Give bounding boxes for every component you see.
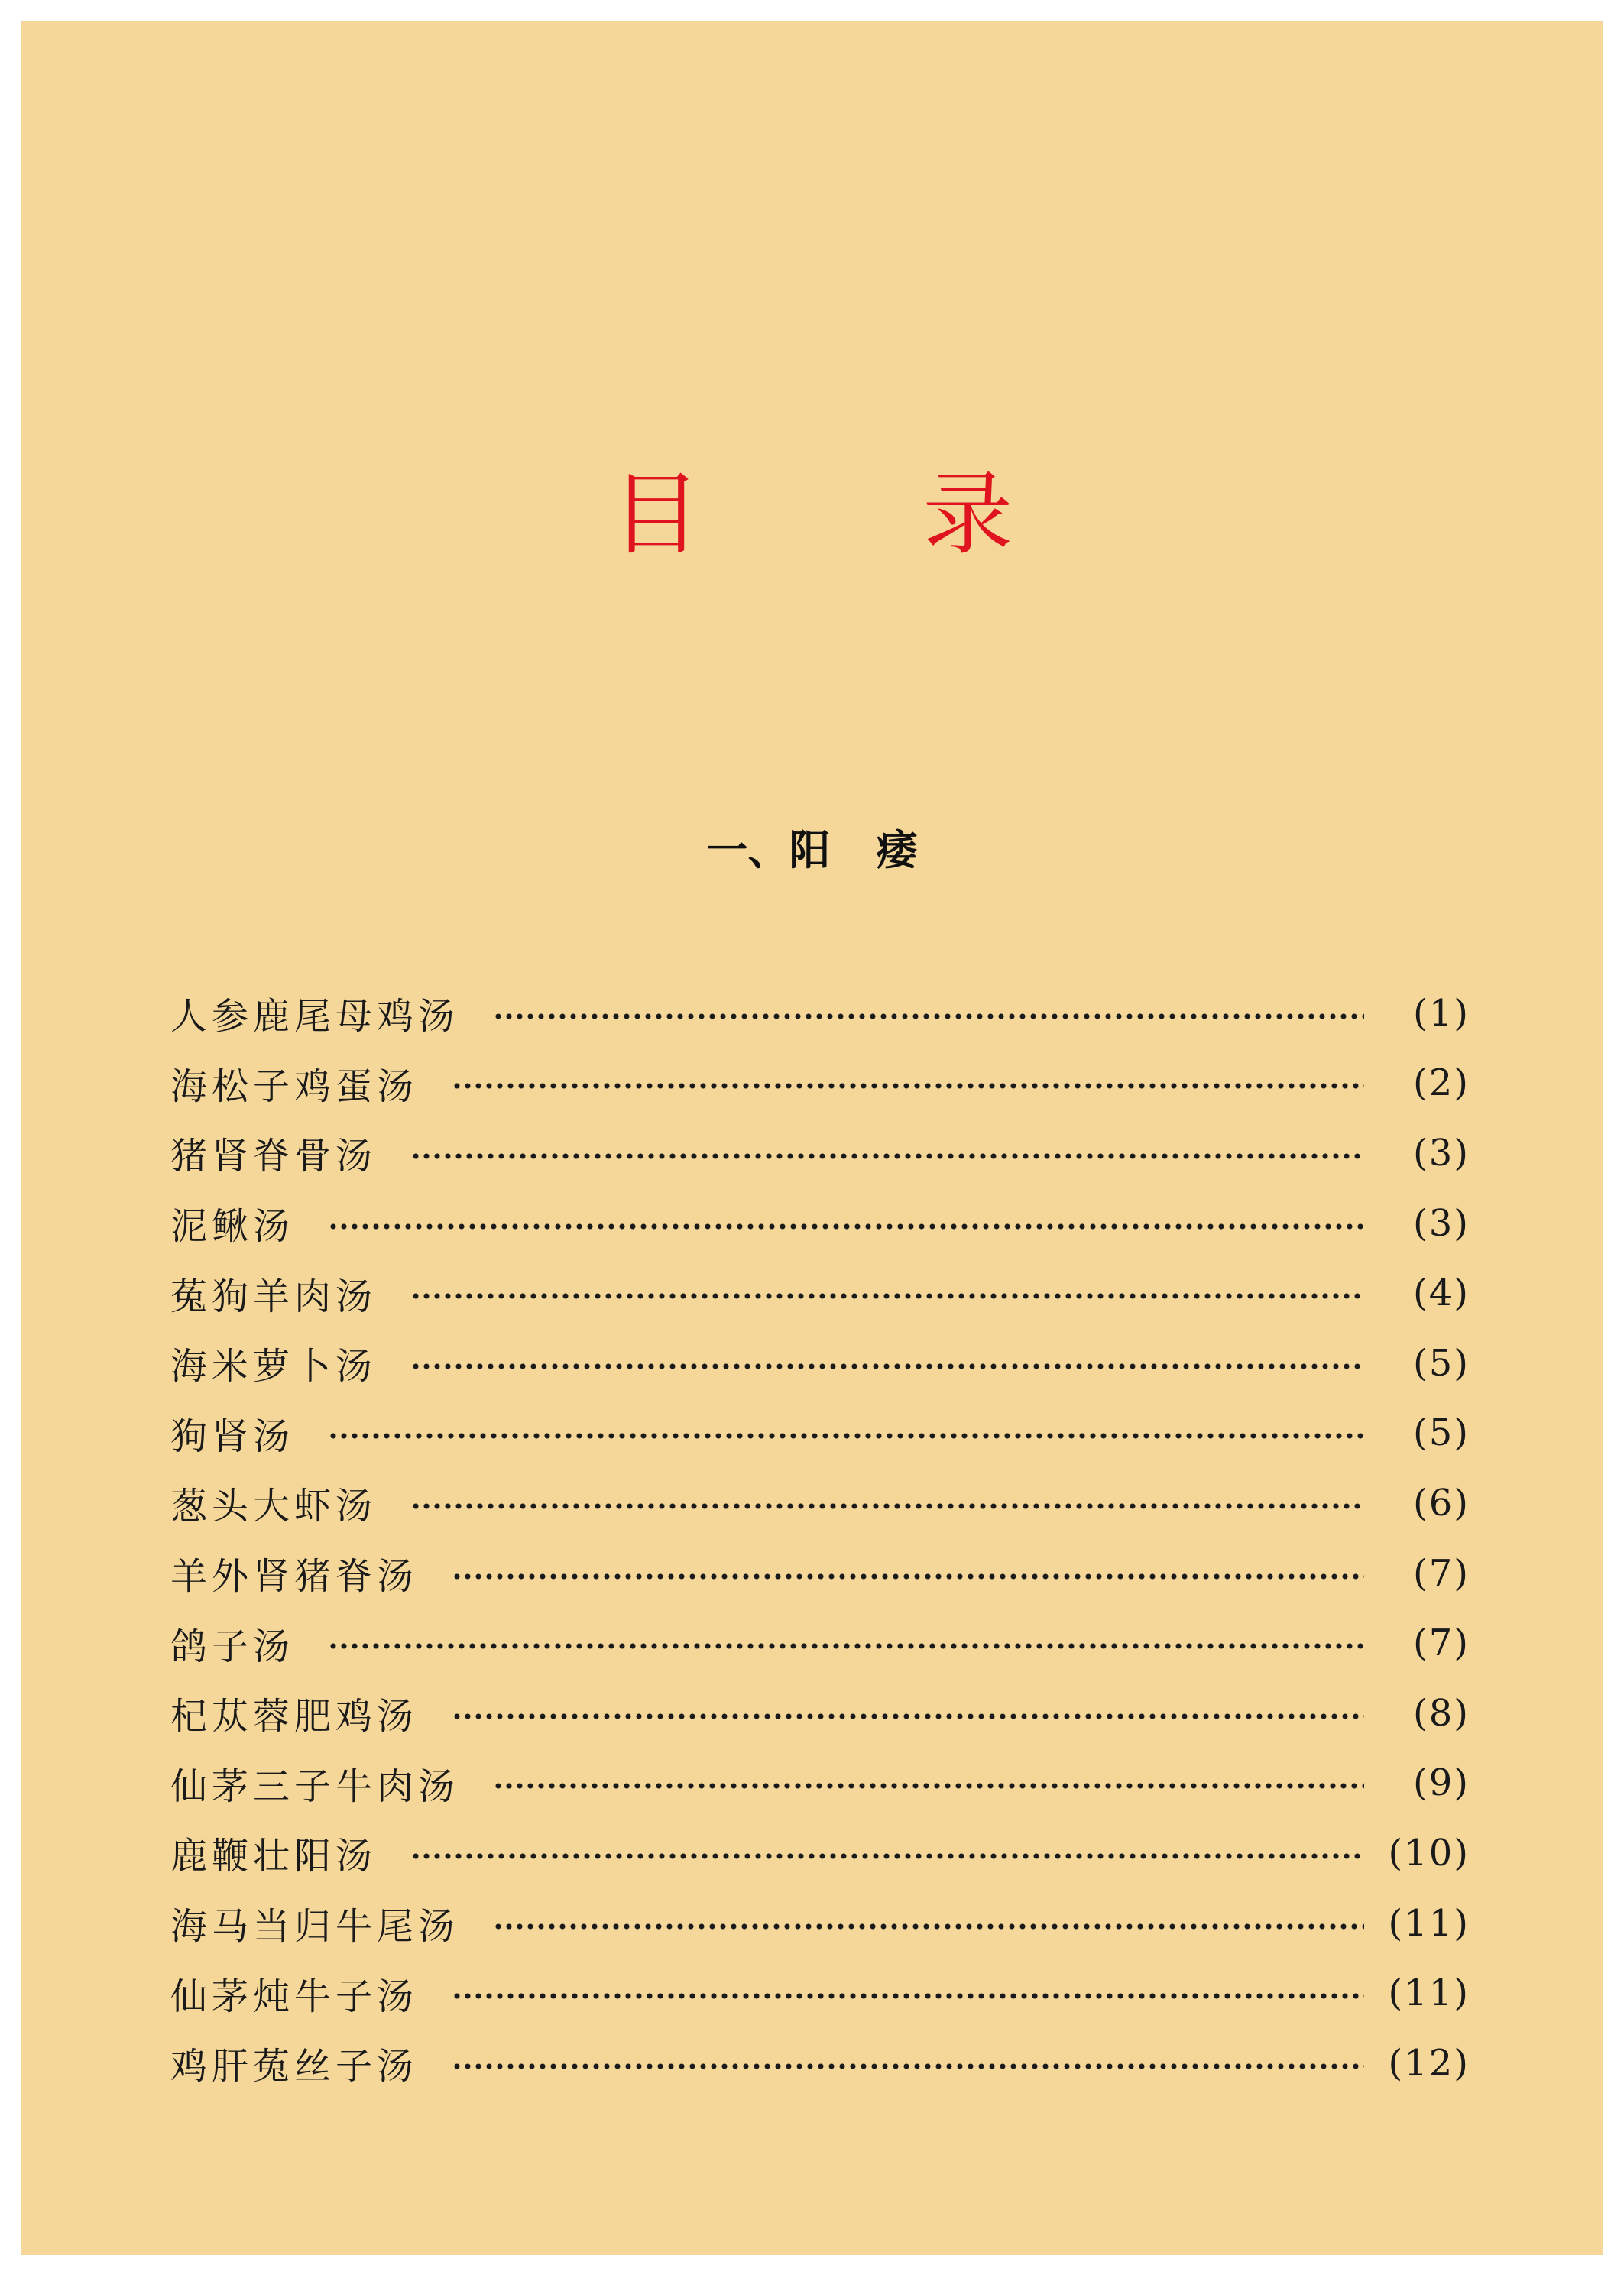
toc-entry-page: (7) bbox=[1413, 1622, 1470, 1665]
dot-leader bbox=[452, 1081, 1364, 1090]
page-title-char-2: 录 bbox=[922, 462, 1013, 567]
toc-entry[interactable] bbox=[170, 1468, 1470, 1538]
toc-entry-page: (8) bbox=[1413, 1691, 1470, 1735]
toc-entry-title: 狗肾汤 bbox=[170, 1414, 295, 1458]
toc-entry-page: (7) bbox=[1413, 1551, 1470, 1595]
toc-entry[interactable] bbox=[170, 1958, 1470, 2028]
toc-entry[interactable] bbox=[170, 1678, 1470, 1748]
dot-leader bbox=[452, 1991, 1364, 2001]
toc-entry-page: (4) bbox=[1413, 1272, 1470, 1315]
dot-leader bbox=[328, 1641, 1364, 1651]
toc-entry-page: (5) bbox=[1413, 1341, 1470, 1385]
dot-leader bbox=[452, 2062, 1364, 2071]
toc-entry-page: (3) bbox=[1413, 1201, 1470, 1245]
toc-entry[interactable] bbox=[170, 1538, 1470, 1609]
toc-entry-title: 葱头大虾汤 bbox=[170, 1485, 378, 1528]
toc-entry-title: 泥鳅汤 bbox=[170, 1205, 295, 1249]
toc-entry[interactable] bbox=[170, 1258, 1470, 1328]
toc-entry-title: 海松子鸡蛋汤 bbox=[170, 1064, 419, 1108]
dot-leader bbox=[410, 1852, 1364, 1861]
toc-entry[interactable] bbox=[170, 1118, 1470, 1188]
toc-entry-title: 猪肾脊骨汤 bbox=[170, 1135, 378, 1178]
toc-entry[interactable] bbox=[170, 1398, 1470, 1469]
toc-entry[interactable] bbox=[170, 1188, 1470, 1259]
dot-leader bbox=[410, 1502, 1364, 1511]
toc-entry-page: (9) bbox=[1413, 1761, 1470, 1805]
page-title bbox=[21, 462, 1603, 567]
toc-entry-title: 海米萝卜汤 bbox=[170, 1345, 378, 1389]
toc-entry-title: 羊外肾猪脊汤 bbox=[170, 1555, 419, 1599]
table-of-contents bbox=[170, 978, 1470, 2098]
document-page bbox=[21, 21, 1603, 2255]
dot-leader bbox=[452, 1712, 1364, 1721]
dot-leader bbox=[452, 1572, 1364, 1581]
toc-entry-page: (10) bbox=[1388, 1831, 1470, 1875]
toc-entry-title: 杞苁蓉肥鸡汤 bbox=[170, 1695, 419, 1738]
dot-leader bbox=[328, 1431, 1364, 1440]
toc-entry[interactable] bbox=[170, 2028, 1470, 2098]
toc-entry-title: 菟狗羊肉汤 bbox=[170, 1275, 378, 1318]
dot-leader bbox=[493, 1922, 1364, 1931]
toc-entry[interactable] bbox=[170, 1818, 1470, 1888]
toc-entry[interactable] bbox=[170, 1748, 1470, 1819]
toc-entry[interactable] bbox=[170, 1048, 1470, 1119]
toc-entry-page: (1) bbox=[1413, 991, 1470, 1035]
section-heading-suffix: 痿 bbox=[876, 826, 918, 874]
toc-entry-page: (2) bbox=[1413, 1061, 1470, 1105]
section-heading bbox=[21, 824, 1603, 877]
toc-entry-title: 鹿鞭壮阳汤 bbox=[170, 1835, 378, 1878]
toc-entry-page: (3) bbox=[1413, 1131, 1470, 1175]
toc-entry[interactable] bbox=[170, 1608, 1470, 1678]
toc-entry-page: (6) bbox=[1413, 1481, 1470, 1525]
toc-entry-page: (11) bbox=[1388, 1972, 1470, 2015]
toc-entry-title: 海马当归牛尾汤 bbox=[170, 1905, 460, 1949]
toc-entry-title: 仙茅炖牛子汤 bbox=[170, 1975, 419, 2018]
dot-leader bbox=[410, 1362, 1364, 1371]
dot-leader bbox=[493, 1781, 1364, 1790]
toc-entry-title: 人参鹿尾母鸡汤 bbox=[170, 995, 460, 1039]
toc-entry[interactable] bbox=[170, 1888, 1470, 1959]
toc-entry[interactable] bbox=[170, 978, 1470, 1048]
section-heading-prefix: 一、阳 bbox=[706, 826, 831, 874]
toc-entry[interactable] bbox=[170, 1328, 1470, 1398]
toc-entry-title: 仙茅三子牛肉汤 bbox=[170, 1764, 460, 1808]
toc-entry-page: (11) bbox=[1388, 1901, 1470, 1945]
toc-entry-page: (12) bbox=[1388, 2041, 1470, 2085]
dot-leader bbox=[410, 1152, 1364, 1161]
toc-entry-title: 鸡肝菟丝子汤 bbox=[170, 2045, 419, 2088]
toc-entry-page: (5) bbox=[1413, 1411, 1470, 1455]
dot-leader bbox=[493, 1012, 1364, 1021]
dot-leader bbox=[328, 1222, 1364, 1231]
dot-leader bbox=[410, 1291, 1364, 1301]
page-title-char-1: 目 bbox=[611, 462, 702, 567]
toc-entry-title: 鸽子汤 bbox=[170, 1625, 295, 1668]
